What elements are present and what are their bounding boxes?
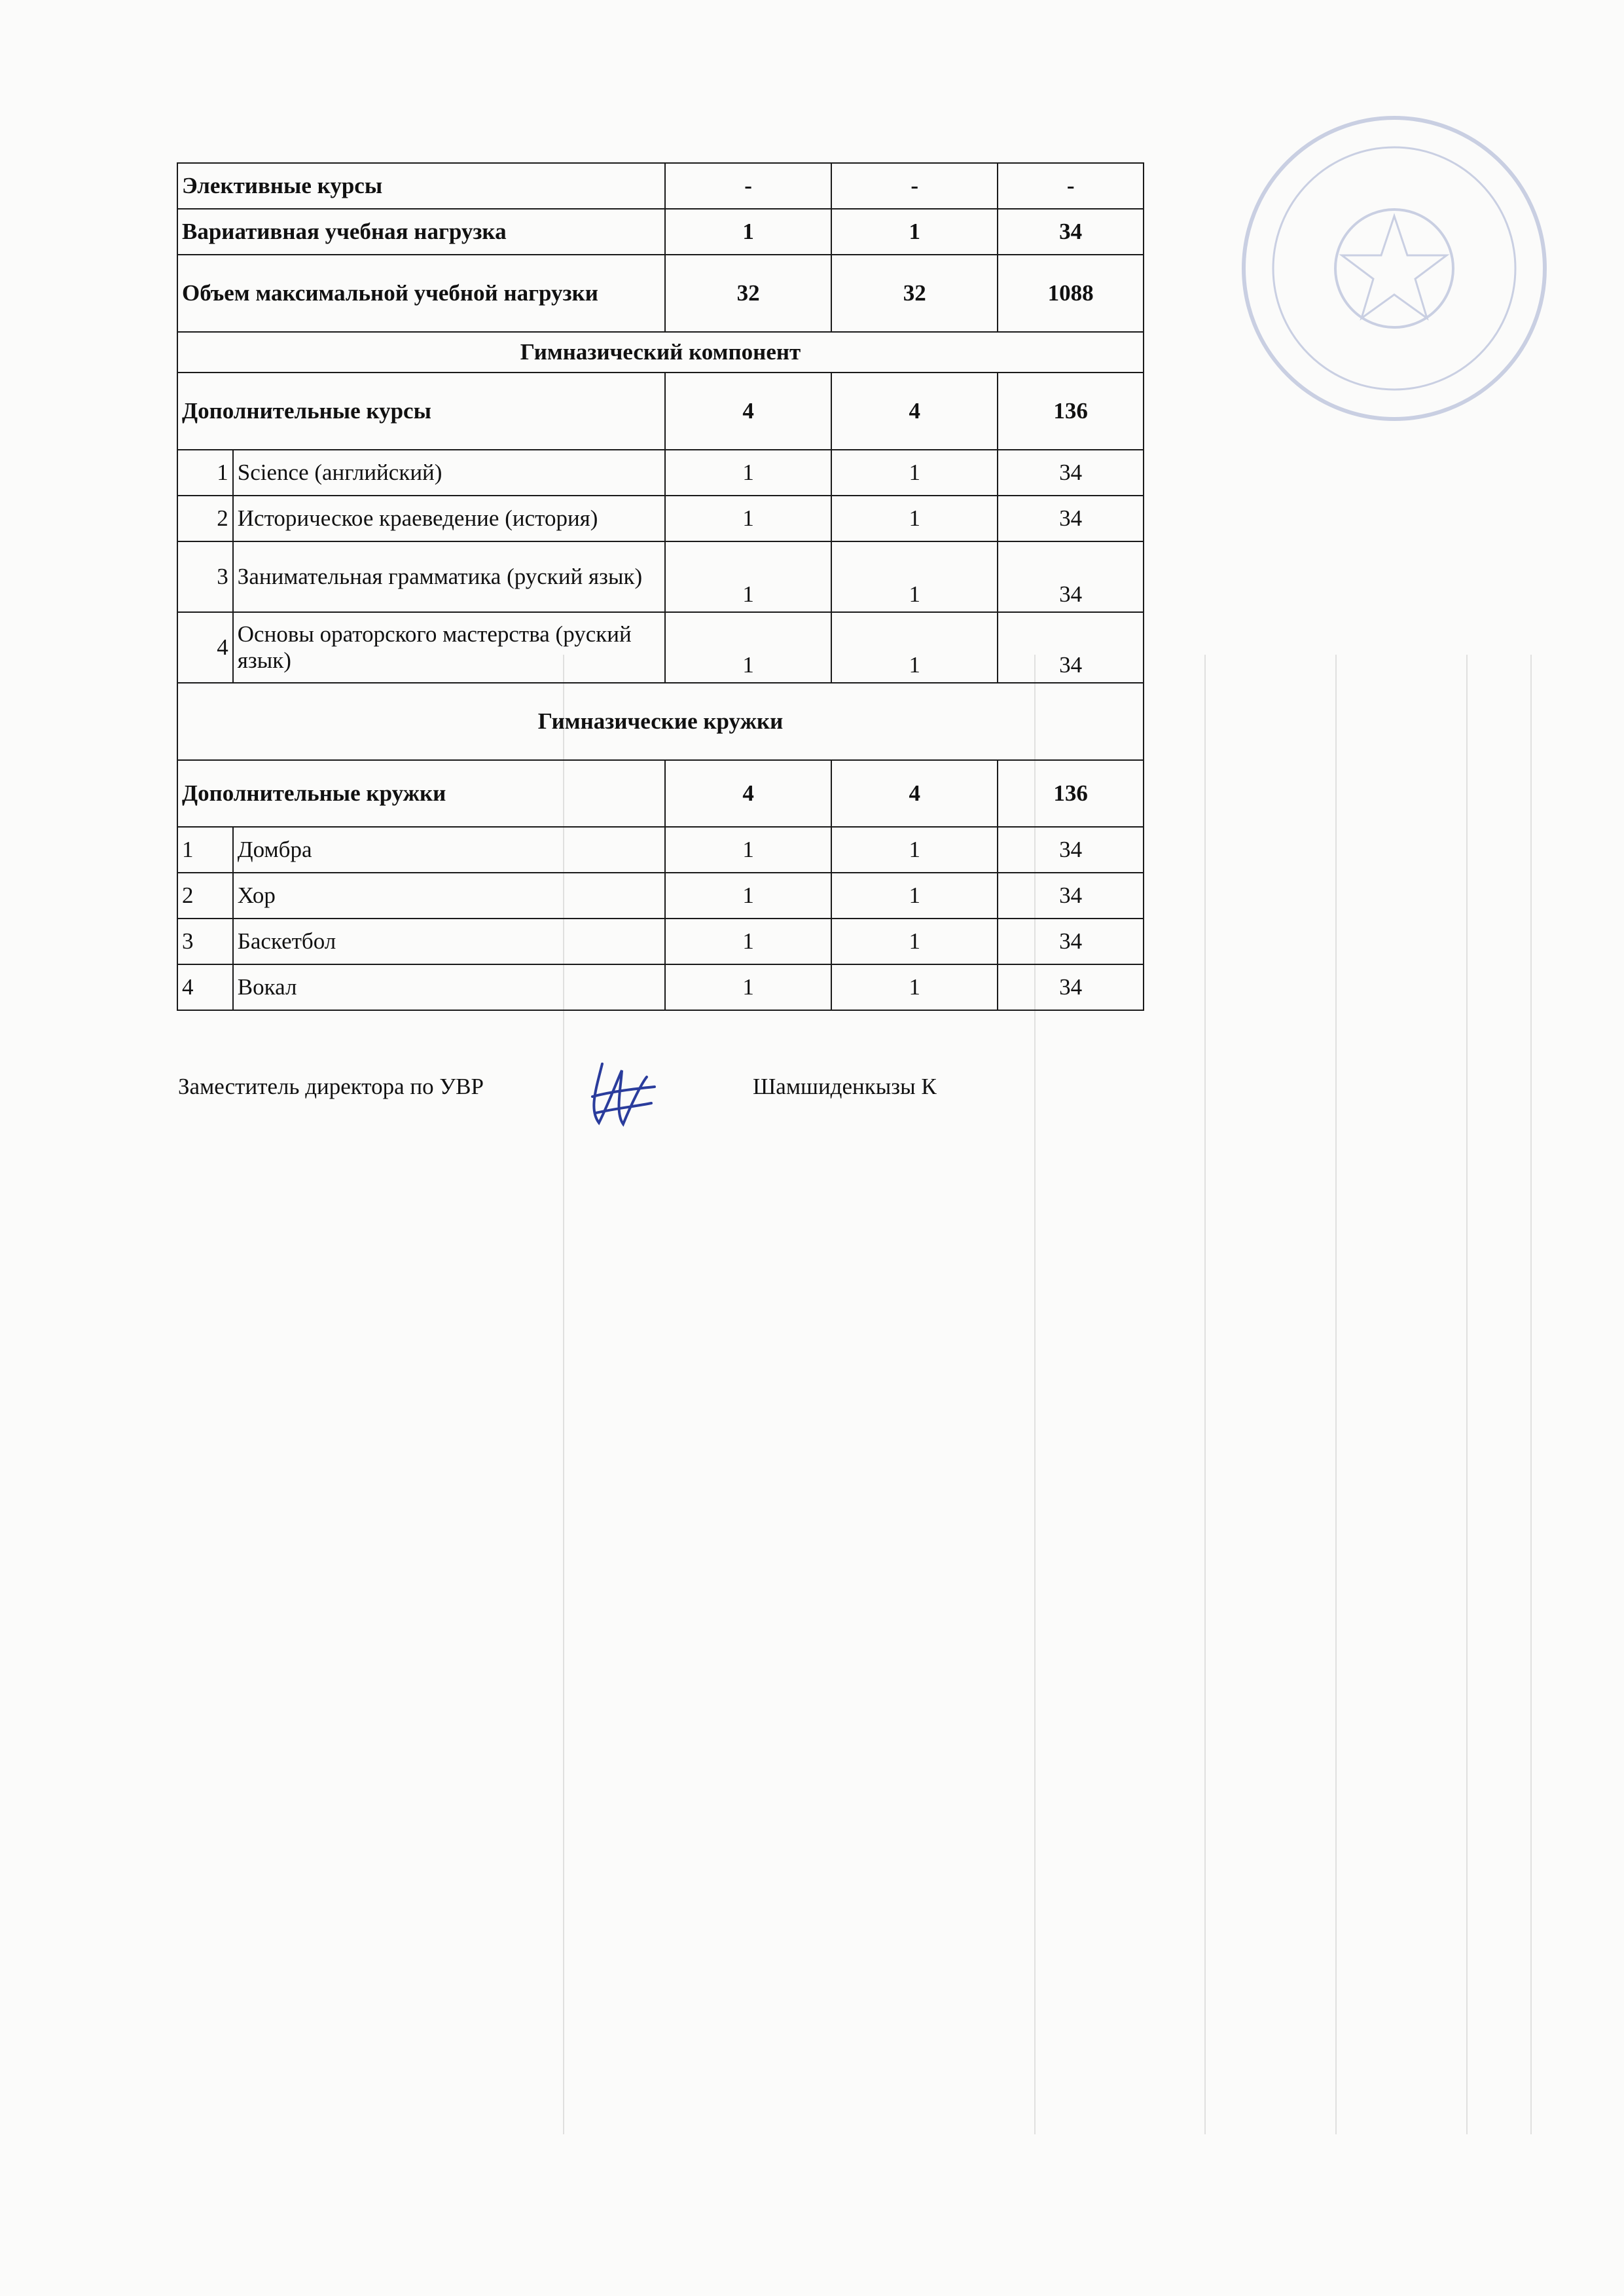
subject-name: Хор xyxy=(233,873,665,919)
hours-v1: 1 xyxy=(665,919,831,964)
section-title: Гимназический компонент xyxy=(177,332,1144,373)
hours-v2: 4 xyxy=(831,373,998,450)
hours-v2: 1 xyxy=(831,541,998,612)
table-row xyxy=(177,873,1144,919)
hours-v1: 1 xyxy=(665,873,831,919)
row-number: 3 xyxy=(177,919,233,964)
hours-v1: 1 xyxy=(665,541,831,612)
hours-v3: 34 xyxy=(998,873,1144,919)
signatory-role: Заместитель директора по УВР xyxy=(178,1074,484,1099)
hours-v1: 1 xyxy=(665,496,831,541)
hours-v2: 1 xyxy=(831,496,998,541)
summary-row xyxy=(177,760,1144,827)
hours-v2: 1 xyxy=(831,964,998,1010)
hours-v3: 34 xyxy=(998,541,1144,612)
subject-name: Вокал xyxy=(233,964,665,1010)
table-row xyxy=(177,964,1144,1010)
hours-v2: 4 xyxy=(831,760,998,827)
official-seal-stamp xyxy=(1231,98,1558,439)
table-row xyxy=(177,541,1144,612)
hours-v1: 4 xyxy=(665,760,831,827)
row-number: 4 xyxy=(177,964,233,1010)
signatory-name: Шамшиденкызы К xyxy=(753,1074,937,1099)
hours-v3: - xyxy=(998,163,1144,209)
row-label: Вариативная учебная нагрузка xyxy=(177,209,665,255)
subject-name: Занимательная грамматика (руский язык) xyxy=(233,541,665,612)
hours-v1: - xyxy=(665,163,831,209)
hours-v2: 1 xyxy=(831,450,998,496)
table-row xyxy=(177,827,1144,873)
hours-v3: 34 xyxy=(998,827,1144,873)
hours-v3: 1088 xyxy=(998,255,1144,332)
summary-row xyxy=(177,373,1144,450)
hours-v3: 136 xyxy=(998,760,1144,827)
hours-v2: 32 xyxy=(831,255,998,332)
hours-v1: 1 xyxy=(665,827,831,873)
hours-v3: 136 xyxy=(998,373,1144,450)
row-number: 2 xyxy=(177,873,233,919)
subject-name: Science (английский) xyxy=(233,450,665,496)
table-row xyxy=(177,496,1144,541)
row-label: Объем максимальной учебной нагрузки xyxy=(177,255,665,332)
table-row xyxy=(177,612,1144,683)
table-row xyxy=(177,450,1144,496)
row-number: 3 xyxy=(177,541,233,612)
hours-v2: 1 xyxy=(831,209,998,255)
hours-v1: 1 xyxy=(665,612,831,683)
hours-v1: 1 xyxy=(665,209,831,255)
summary-row xyxy=(177,163,1144,209)
row-label: Дополнительные курсы xyxy=(177,373,665,450)
hours-v2: 1 xyxy=(831,612,998,683)
subject-name: Домбра xyxy=(233,827,665,873)
hours-v1: 1 xyxy=(665,964,831,1010)
subject-name: Основы ораторского мастерства (руский язык) xyxy=(233,612,665,683)
hours-v3: 34 xyxy=(998,450,1144,496)
row-number: 1 xyxy=(177,450,233,496)
section-title: Гимназические кружки xyxy=(177,683,1144,760)
section-header-row xyxy=(177,332,1144,373)
subject-name: Баскетбол xyxy=(233,919,665,964)
hours-v2: 1 xyxy=(831,827,998,873)
hours-v1: 1 xyxy=(665,450,831,496)
row-label: Дополнительные кружки xyxy=(177,760,665,827)
hours-v3: 34 xyxy=(998,209,1144,255)
curriculum-table xyxy=(177,162,1144,1011)
hours-v1: 4 xyxy=(665,373,831,450)
table-row xyxy=(177,919,1144,964)
hours-v2: - xyxy=(831,163,998,209)
hours-v3: 34 xyxy=(998,919,1144,964)
row-number: 4 xyxy=(177,612,233,683)
row-number: 2 xyxy=(177,496,233,541)
subject-name: Историческое краеведение (история) xyxy=(233,496,665,541)
row-number: 1 xyxy=(177,827,233,873)
summary-row xyxy=(177,209,1144,255)
hours-v3: 34 xyxy=(998,964,1144,1010)
hours-v2: 1 xyxy=(831,873,998,919)
hours-v2: 1 xyxy=(831,919,998,964)
section-header-row xyxy=(177,683,1144,760)
row-label: Элективные курсы xyxy=(177,163,665,209)
handwritten-signature xyxy=(583,1051,661,1136)
summary-row xyxy=(177,255,1144,332)
hours-v1: 32 xyxy=(665,255,831,332)
hours-v3: 34 xyxy=(998,612,1144,683)
hours-v3: 34 xyxy=(998,496,1144,541)
